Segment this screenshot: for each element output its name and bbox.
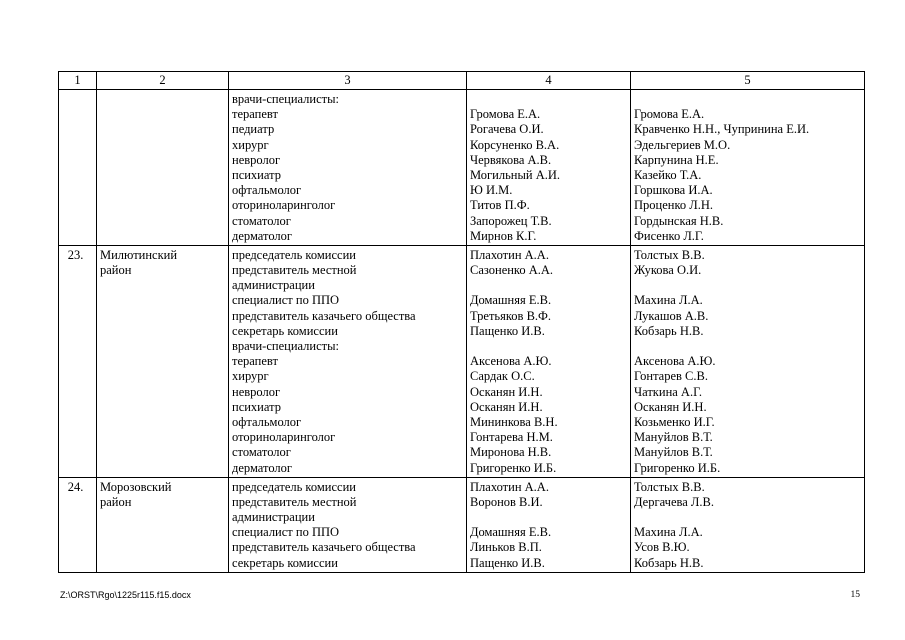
reserve-line: Чаткина А.Г. [634,384,703,399]
role-cell [229,245,467,477]
role-line: невролог [232,384,281,399]
header-col-2: 2 [97,72,229,90]
reserve-line: Толстых В.В. [634,479,705,494]
row-number [59,90,97,246]
reserve-line: Аксенова А.Ю. [634,354,716,369]
role-line: администрации [232,510,315,525]
reserve-line: Осканян И.Н. [634,399,707,414]
member-line: Гонтарева Н.М. [470,430,553,445]
role-line: стоматолог [232,213,291,228]
member-line: Мирнов К.Г. [470,228,537,243]
member-line [470,92,627,107]
reserve-line: Гонтарев С.В. [634,369,708,384]
role-line: офтальмолог [232,414,302,429]
reserve-line: Гордынская Н.В. [634,213,724,228]
member-line: Домашняя Е.В. [470,293,552,308]
footer-file-path: Z:\ORST\Rgo\1225r115.f15.docx [60,590,191,600]
member-line: Титов П.Ф. [470,198,530,213]
role-line: председатель комиссии [232,247,356,262]
role-line: представитель местной [232,494,357,509]
member-cell [467,477,631,572]
role-line: врачи-специалисты: [232,92,339,106]
commission-table [58,71,865,573]
member-line [470,278,627,293]
reserve-line: Казейко Т.А. [634,167,702,182]
role-line: представитель казачьего общества [232,308,416,323]
role-line: дерматолог [232,228,293,243]
member-line: Григоренко И.Б. [470,460,557,475]
member-line: Плахотин А.А. [470,247,549,262]
role-line: педиатр [232,122,275,137]
role-line: представитель казачьего общества [232,540,416,555]
reserve-line: Махина Л.А. [634,525,703,540]
reserve-line: Кравченко Н.Н., Чупринина Е.И. [634,122,810,137]
reserve-line: Кобзарь Н.В. [634,323,704,338]
member-line: Плахотин А.А. [470,479,549,494]
role-line: специалист по ППО [232,525,340,540]
member-line: Рогачева О.И. [470,122,544,137]
member-cell [467,90,631,246]
reserve-line: Козьменко И.Г. [634,414,715,429]
member-line: Запорожец Т.В. [470,213,552,228]
member-line: Воронов В.И. [470,494,543,509]
role-line: оториноларинголог [232,198,336,213]
district-line: Милютинский [100,247,178,262]
member-line: Осканян И.Н. [470,399,543,414]
role-line: невролог [232,152,281,167]
member-line: Мининкова В.Н. [470,414,558,429]
reserve-line: Мануйлов В.Т. [634,445,713,460]
row-number: 23. [59,245,97,477]
role-line: секретарь комиссии [232,323,338,338]
reserve-line: Мануйлов В.Т. [634,430,713,445]
district-line: район [100,494,132,509]
reserve-line: Усов В.Ю. [634,540,690,555]
reserve-line: Кобзарь Н.В. [634,555,704,570]
role-line: врачи-специалисты: [232,339,339,353]
reserve-line [634,339,861,354]
table-row [59,90,865,246]
role-line: хирург [232,369,269,384]
table-row [59,477,865,572]
role-line: терапевт [232,354,278,369]
role-line: психиатр [232,399,281,414]
member-line: Аксенова А.Ю. [470,354,552,369]
role-line: администрации [232,278,315,293]
role-cell [229,477,467,572]
page-number: 15 [850,590,860,600]
reserve-line [634,278,861,293]
role-line: председатель комиссии [232,479,356,494]
district-line: Морозовский [100,479,172,494]
row-number: 24. [59,477,97,572]
role-line: секретарь комиссии [232,555,338,570]
member-line [470,339,627,354]
reserve-cell [631,477,865,572]
member-line: Домашняя Е.В. [470,525,552,540]
reserve-line: Дергачева Л.В. [634,494,714,509]
table-row [59,245,865,477]
header-col-3: 3 [229,72,467,90]
role-line: психиатр [232,167,281,182]
header-col-5: 5 [631,72,865,90]
reserve-line: Григоренко И.Б. [634,460,721,475]
member-line: Громова Е.А. [470,107,541,122]
role-line: офтальмолог [232,183,302,198]
member-line: Сазоненко А.А. [470,263,554,278]
member-line: Ю И.М. [470,183,513,198]
member-line: Третьяков В.Ф. [470,308,552,323]
member-line: Корсуненко В.А. [470,137,560,152]
member-line: Миронова Н.В. [470,445,552,460]
role-line: хирург [232,137,269,152]
member-line: Червякова А.В. [470,152,552,167]
reserve-line: Карпунина Н.Е. [634,152,719,167]
member-cell [467,245,631,477]
header-row [59,72,865,90]
role-line: стоматолог [232,445,291,460]
member-line: Сардак О.С. [470,369,535,384]
reserve-line: Фисенко Л.Г. [634,228,704,243]
reserve-cell [631,90,865,246]
member-line: Пащенко И.В. [470,555,545,570]
reserve-line: Громова Е.А. [634,107,705,122]
reserve-cell [631,245,865,477]
member-line: Линьков В.П. [470,540,542,555]
reserve-line: Проценко Л.Н. [634,198,714,213]
reserve-line [634,92,861,107]
reserve-line: Махина Л.А. [634,293,703,308]
district-line: район [100,263,132,278]
member-line: Осканян И.Н. [470,384,543,399]
reserve-line: Эдельгериев М.О. [634,137,731,152]
reserve-line: Толстых В.В. [634,247,705,262]
role-line: представитель местной [232,263,357,278]
header-col-1: 1 [59,72,97,90]
district-cell [97,90,229,246]
role-line: терапевт [232,107,278,122]
role-line: оториноларинголог [232,430,336,445]
reserve-line: Жукова О.И. [634,263,702,278]
member-line: Могильный А.И. [470,167,561,182]
reserve-line [634,510,861,525]
member-line [470,510,627,525]
role-line: специалист по ППО [232,293,340,308]
reserve-line: Горшкова И.А. [634,183,713,198]
district-cell [97,245,229,477]
member-line: Пащенко И.В. [470,323,545,338]
role-cell [229,90,467,246]
role-line: дерматолог [232,460,293,475]
district-cell [97,477,229,572]
reserve-line: Лукашов А.В. [634,308,709,323]
header-col-4: 4 [467,72,631,90]
